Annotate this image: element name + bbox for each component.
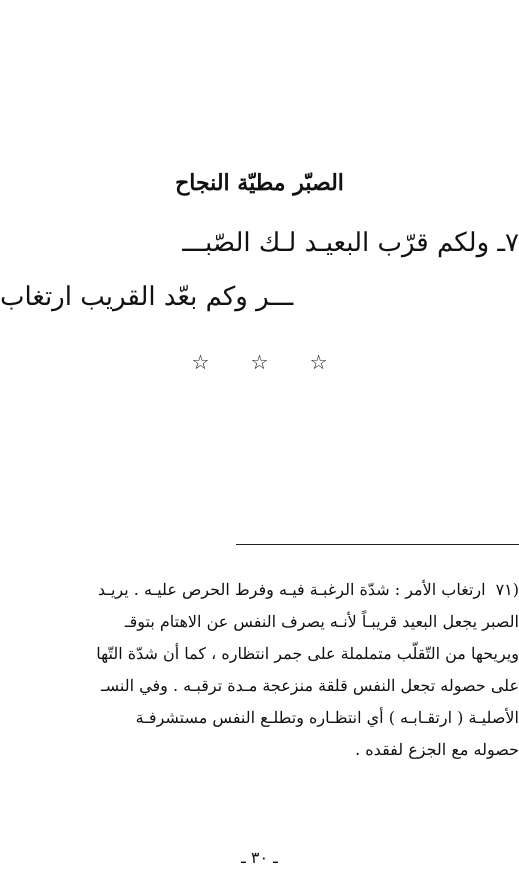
star-icon: ☆ [309,350,328,374]
footnote-line: ويريحها من التّقلّب متململة على جمر انتظاره ، كما أن شدّة التّها [96,644,519,663]
footnote-line: الأصليـة ( ارتقـابـه ) أي انتظـاره وتطلـع النفس مستشرفـة [135,708,519,727]
footnote-number: (٧١ [495,580,519,599]
footnote-line-text: ارتغاب الأمر : شدّة الرغبـة فيـه وفرط الحرص عليـه . يريـد [97,580,486,599]
footnote-line [0,574,519,606]
footnote-separator [236,544,519,545]
verse-second-hemistich: ـــر وكم بعّد القريب ارتغاب [0,282,294,312]
star-icon: ☆ [191,350,210,374]
footnote [0,574,519,766]
footnote-line: الصبر يجعل البعيد قريبـاً لأنـه يصرف النفس عن الاهتام بتوقـ [124,612,519,631]
verse-first-hemistich: ٧ـ ولكم قرّب البعيـد لـك الصّبـــ [182,228,519,258]
footnote-line: حصوله مع الجزع لفقده . [355,740,519,759]
star-divider [0,350,519,374]
star-icon: ☆ [250,350,269,374]
page-number: ـ ٣٠ ـ [241,848,278,867]
footnote-line: على حصوله تجعل النفس قلقة منزعجة مـدة ترقبـه . وفي النسـ [100,676,519,695]
section-title: الصبّر مطيّة النجاح [175,170,344,196]
